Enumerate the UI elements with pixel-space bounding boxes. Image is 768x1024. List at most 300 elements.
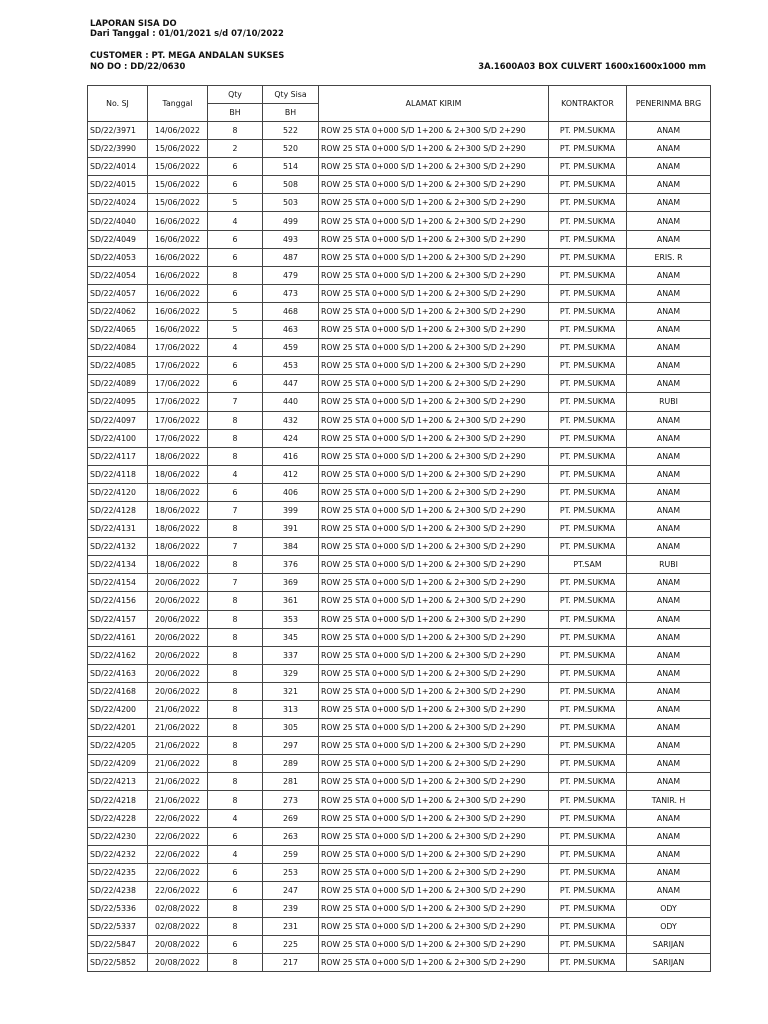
cell-no-sj: SD/22/4156 [88, 592, 148, 610]
cell-alamat-kirim: ROW 25 STA 0+000 S/D 1+200 & 2+300 S/D 2+290 [319, 266, 549, 284]
cell-tanggal: 22/06/2022 [148, 845, 208, 863]
cell-qty-sisa: 217 [263, 954, 319, 972]
cell-qty-sisa: 313 [263, 701, 319, 719]
table-row [88, 248, 711, 266]
cell-qty-sisa: 329 [263, 664, 319, 682]
cell-tanggal: 20/06/2022 [148, 646, 208, 664]
cell-no-sj: SD/22/4134 [88, 556, 148, 574]
cell-tanggal: 20/06/2022 [148, 682, 208, 700]
cell-alamat-kirim: ROW 25 STA 0+000 S/D 1+200 & 2+300 S/D 2+290 [319, 719, 549, 737]
cell-kontraktor: PT. PM.SUKMA [549, 483, 627, 501]
cell-qty-sisa: 297 [263, 737, 319, 755]
cell-qty-sisa: 305 [263, 719, 319, 737]
table-row [88, 302, 711, 320]
table-row [88, 646, 711, 664]
cell-tanggal: 15/06/2022 [148, 158, 208, 176]
cell-qty: 8 [208, 918, 263, 936]
cell-alamat-kirim: ROW 25 STA 0+000 S/D 1+200 & 2+300 S/D 2+290 [319, 556, 549, 574]
cell-no-sj: SD/22/4168 [88, 682, 148, 700]
cell-qty-sisa: 406 [263, 483, 319, 501]
cell-alamat-kirim: ROW 25 STA 0+000 S/D 1+200 & 2+300 S/D 2+290 [319, 339, 549, 357]
cell-penerima: ANAM [627, 357, 711, 375]
cell-penerima: ANAM [627, 881, 711, 899]
cell-alamat-kirim: ROW 25 STA 0+000 S/D 1+200 & 2+300 S/D 2+290 [319, 592, 549, 610]
cell-alamat-kirim: ROW 25 STA 0+000 S/D 1+200 & 2+300 S/D 2+290 [319, 140, 549, 158]
cell-alamat-kirim: ROW 25 STA 0+000 S/D 1+200 & 2+300 S/D 2+290 [319, 411, 549, 429]
report-title: LAPORAN SISA DO [90, 18, 177, 28]
table-row [88, 158, 711, 176]
cell-tanggal: 15/06/2022 [148, 140, 208, 158]
table-header [88, 86, 711, 122]
cell-kontraktor: PT. PM.SUKMA [549, 212, 627, 230]
table-row [88, 845, 711, 863]
cell-qty-sisa: 499 [263, 212, 319, 230]
cell-tanggal: 22/06/2022 [148, 881, 208, 899]
cell-qty: 6 [208, 176, 263, 194]
cell-qty: 8 [208, 719, 263, 737]
cell-alamat-kirim: ROW 25 STA 0+000 S/D 1+200 & 2+300 S/D 2+290 [319, 863, 549, 881]
cell-penerima: ANAM [627, 520, 711, 538]
cell-qty: 8 [208, 791, 263, 809]
col-header-qty: Qty [208, 86, 263, 104]
cell-penerima: ANAM [627, 339, 711, 357]
cell-penerima: ANAM [627, 574, 711, 592]
cell-penerima: ANAM [627, 158, 711, 176]
cell-qty: 4 [208, 465, 263, 483]
delivery-table [87, 85, 711, 972]
cell-tanggal: 22/06/2022 [148, 809, 208, 827]
cell-no-sj: SD/22/4228 [88, 809, 148, 827]
cell-tanggal: 21/06/2022 [148, 701, 208, 719]
cell-tanggal: 20/06/2022 [148, 664, 208, 682]
table-row [88, 881, 711, 899]
cell-no-sj: SD/22/4161 [88, 628, 148, 646]
cell-qty-sisa: 269 [263, 809, 319, 827]
cell-alamat-kirim: ROW 25 STA 0+000 S/D 1+200 & 2+300 S/D 2+290 [319, 357, 549, 375]
cell-kontraktor: PT. PM.SUKMA [549, 592, 627, 610]
cell-penerima: SARIJAN [627, 954, 711, 972]
cell-qty: 8 [208, 664, 263, 682]
cell-no-sj: SD/22/4238 [88, 881, 148, 899]
cell-qty-sisa: 432 [263, 411, 319, 429]
table-row [88, 936, 711, 954]
cell-qty: 8 [208, 737, 263, 755]
cell-alamat-kirim: ROW 25 STA 0+000 S/D 1+200 & 2+300 S/D 2+290 [319, 284, 549, 302]
cell-no-sj: SD/22/4154 [88, 574, 148, 592]
cell-qty: 8 [208, 429, 263, 447]
cell-kontraktor: PT. PM.SUKMA [549, 284, 627, 302]
cell-no-sj: SD/22/4213 [88, 773, 148, 791]
cell-no-sj: SD/22/4100 [88, 429, 148, 447]
cell-tanggal: 22/06/2022 [148, 863, 208, 881]
cell-kontraktor: PT. PM.SUKMA [549, 194, 627, 212]
cell-qty: 8 [208, 628, 263, 646]
cell-tanggal: 21/06/2022 [148, 737, 208, 755]
cell-no-sj: SD/22/4230 [88, 827, 148, 845]
cell-alamat-kirim: ROW 25 STA 0+000 S/D 1+200 & 2+300 S/D 2+290 [319, 321, 549, 339]
cell-alamat-kirim: ROW 25 STA 0+000 S/D 1+200 & 2+300 S/D 2+290 [319, 302, 549, 320]
table-row [88, 284, 711, 302]
cell-kontraktor: PT.SAM [549, 556, 627, 574]
cell-qty-sisa: 231 [263, 918, 319, 936]
cell-qty: 8 [208, 900, 263, 918]
cell-kontraktor: PT. PM.SUKMA [549, 375, 627, 393]
cell-kontraktor: PT. PM.SUKMA [549, 248, 627, 266]
cell-no-sj: SD/22/4200 [88, 701, 148, 719]
cell-penerima: ANAM [627, 321, 711, 339]
cell-tanggal: 20/08/2022 [148, 954, 208, 972]
cell-qty-sisa: 447 [263, 375, 319, 393]
cell-tanggal: 20/06/2022 [148, 628, 208, 646]
cell-penerima: ANAM [627, 755, 711, 773]
cell-tanggal: 17/06/2022 [148, 339, 208, 357]
cell-kontraktor: PT. PM.SUKMA [549, 339, 627, 357]
cell-alamat-kirim: ROW 25 STA 0+000 S/D 1+200 & 2+300 S/D 2+290 [319, 465, 549, 483]
cell-qty-sisa: 473 [263, 284, 319, 302]
col-header-kontraktor: KONTRAKTOR [549, 86, 627, 122]
cell-qty-sisa: 369 [263, 574, 319, 592]
cell-penerima: ANAM [627, 230, 711, 248]
table-row [88, 701, 711, 719]
cell-tanggal: 20/06/2022 [148, 574, 208, 592]
cell-qty-sisa: 391 [263, 520, 319, 538]
cell-qty: 8 [208, 954, 263, 972]
col-header-alamat-kirim: ALAMAT KIRIM [319, 86, 549, 122]
cell-penerima: ANAM [627, 719, 711, 737]
cell-penerima: ANAM [627, 375, 711, 393]
cell-no-sj: SD/22/4118 [88, 465, 148, 483]
cell-qty: 6 [208, 158, 263, 176]
cell-qty: 8 [208, 610, 263, 628]
cell-qty-sisa: 289 [263, 755, 319, 773]
cell-alamat-kirim: ROW 25 STA 0+000 S/D 1+200 & 2+300 S/D 2+290 [319, 375, 549, 393]
cell-kontraktor: PT. PM.SUKMA [549, 266, 627, 284]
cell-no-sj: SD/22/4232 [88, 845, 148, 863]
cell-tanggal: 18/06/2022 [148, 483, 208, 501]
cell-alamat-kirim: ROW 25 STA 0+000 S/D 1+200 & 2+300 S/D 2+290 [319, 176, 549, 194]
cell-qty: 8 [208, 520, 263, 538]
cell-kontraktor: PT. PM.SUKMA [549, 411, 627, 429]
cell-no-sj: SD/22/4131 [88, 520, 148, 538]
col-header-qty-sisa: Qty Sisa [263, 86, 319, 104]
do-number: NO DO : DD/22/0630 [90, 61, 186, 71]
cell-kontraktor: PT. PM.SUKMA [549, 954, 627, 972]
cell-kontraktor: PT. PM.SUKMA [549, 900, 627, 918]
cell-alamat-kirim: ROW 25 STA 0+000 S/D 1+200 & 2+300 S/D 2+290 [319, 628, 549, 646]
cell-qty-sisa: 503 [263, 194, 319, 212]
cell-qty: 8 [208, 447, 263, 465]
cell-no-sj: SD/22/4014 [88, 158, 148, 176]
cell-penerima: ANAM [627, 429, 711, 447]
cell-penerima: ANAM [627, 302, 711, 320]
cell-no-sj: SD/22/4095 [88, 393, 148, 411]
cell-penerima: ANAM [627, 682, 711, 700]
cell-tanggal: 20/06/2022 [148, 592, 208, 610]
cell-no-sj: SD/22/4218 [88, 791, 148, 809]
cell-qty-sisa: 399 [263, 501, 319, 519]
cell-tanggal: 16/06/2022 [148, 212, 208, 230]
cell-kontraktor: PT. PM.SUKMA [549, 628, 627, 646]
cell-alamat-kirim: ROW 25 STA 0+000 S/D 1+200 & 2+300 S/D 2+290 [319, 447, 549, 465]
table-row [88, 737, 711, 755]
cell-tanggal: 18/06/2022 [148, 538, 208, 556]
cell-tanggal: 16/06/2022 [148, 266, 208, 284]
cell-no-sj: SD/22/4085 [88, 357, 148, 375]
table-row [88, 918, 711, 936]
cell-kontraktor: PT. PM.SUKMA [549, 737, 627, 755]
cell-no-sj: SD/22/4089 [88, 375, 148, 393]
cell-qty-sisa: 459 [263, 339, 319, 357]
cell-qty: 6 [208, 284, 263, 302]
cell-alamat-kirim: ROW 25 STA 0+000 S/D 1+200 & 2+300 S/D 2+290 [319, 501, 549, 519]
cell-no-sj: SD/22/4097 [88, 411, 148, 429]
cell-qty-sisa: 273 [263, 791, 319, 809]
cell-no-sj: SD/22/4162 [88, 646, 148, 664]
cell-tanggal: 21/06/2022 [148, 719, 208, 737]
cell-alamat-kirim: ROW 25 STA 0+000 S/D 1+200 & 2+300 S/D 2+290 [319, 845, 549, 863]
cell-no-sj: SD/22/4209 [88, 755, 148, 773]
table-row [88, 574, 711, 592]
cell-no-sj: SD/22/3971 [88, 122, 148, 140]
cell-alamat-kirim: ROW 25 STA 0+000 S/D 1+200 & 2+300 S/D 2+290 [319, 194, 549, 212]
cell-tanggal: 21/06/2022 [148, 755, 208, 773]
cell-penerima: TANIR. H [627, 791, 711, 809]
cell-alamat-kirim: ROW 25 STA 0+000 S/D 1+200 & 2+300 S/D 2+290 [319, 701, 549, 719]
cell-kontraktor: PT. PM.SUKMA [549, 863, 627, 881]
cell-penerima: ANAM [627, 483, 711, 501]
table-row [88, 719, 711, 737]
cell-no-sj: SD/22/5847 [88, 936, 148, 954]
cell-alamat-kirim: ROW 25 STA 0+000 S/D 1+200 & 2+300 S/D 2+290 [319, 881, 549, 899]
cell-tanggal: 20/06/2022 [148, 610, 208, 628]
cell-penerima: RUBI [627, 556, 711, 574]
cell-tanggal: 18/06/2022 [148, 447, 208, 465]
cell-qty: 4 [208, 809, 263, 827]
cell-penerima: ANAM [627, 140, 711, 158]
cell-qty-sisa: 337 [263, 646, 319, 664]
cell-kontraktor: PT. PM.SUKMA [549, 936, 627, 954]
table-row [88, 791, 711, 809]
cell-no-sj: SD/22/4053 [88, 248, 148, 266]
table-row [88, 411, 711, 429]
cell-penerima: ANAM [627, 122, 711, 140]
cell-kontraktor: PT. PM.SUKMA [549, 393, 627, 411]
cell-no-sj: SD/22/4057 [88, 284, 148, 302]
col-header-no-sj: No. SJ [88, 86, 148, 122]
cell-kontraktor: PT. PM.SUKMA [549, 520, 627, 538]
cell-qty: 2 [208, 140, 263, 158]
cell-kontraktor: PT. PM.SUKMA [549, 610, 627, 628]
cell-no-sj: SD/22/4015 [88, 176, 148, 194]
cell-kontraktor: PT. PM.SUKMA [549, 574, 627, 592]
cell-kontraktor: PT. PM.SUKMA [549, 755, 627, 773]
cell-alamat-kirim: ROW 25 STA 0+000 S/D 1+200 & 2+300 S/D 2+290 [319, 574, 549, 592]
cell-qty: 8 [208, 755, 263, 773]
cell-qty-sisa: 463 [263, 321, 319, 339]
cell-qty: 5 [208, 302, 263, 320]
cell-penerima: ANAM [627, 664, 711, 682]
cell-qty: 6 [208, 357, 263, 375]
cell-qty-sisa: 345 [263, 628, 319, 646]
cell-tanggal: 21/06/2022 [148, 773, 208, 791]
cell-penerima: ANAM [627, 773, 711, 791]
cell-kontraktor: PT. PM.SUKMA [549, 357, 627, 375]
cell-qty: 7 [208, 393, 263, 411]
col-header-penerima: PENERINMA BRG [627, 86, 711, 122]
table-row [88, 375, 711, 393]
cell-penerima: ANAM [627, 447, 711, 465]
table-row [88, 266, 711, 284]
table-row [88, 447, 711, 465]
cell-qty: 6 [208, 248, 263, 266]
cell-penerima: ANAM [627, 284, 711, 302]
cell-kontraktor: PT. PM.SUKMA [549, 176, 627, 194]
cell-no-sj: SD/22/4024 [88, 194, 148, 212]
cell-qty: 8 [208, 592, 263, 610]
cell-tanggal: 17/06/2022 [148, 393, 208, 411]
cell-qty-sisa: 353 [263, 610, 319, 628]
cell-alamat-kirim: ROW 25 STA 0+000 S/D 1+200 & 2+300 S/D 2+290 [319, 520, 549, 538]
cell-qty: 6 [208, 230, 263, 248]
table-row [88, 520, 711, 538]
cell-qty: 4 [208, 339, 263, 357]
cell-penerima: SARIJAN [627, 936, 711, 954]
product-description: 3A.1600A03 BOX CULVERT 1600x1600x1000 mm [478, 61, 706, 71]
cell-penerima: ANAM [627, 646, 711, 664]
table-row [88, 429, 711, 447]
cell-qty-sisa: 247 [263, 881, 319, 899]
cell-kontraktor: PT. PM.SUKMA [549, 809, 627, 827]
cell-alamat-kirim: ROW 25 STA 0+000 S/D 1+200 & 2+300 S/D 2+290 [319, 158, 549, 176]
cell-kontraktor: PT. PM.SUKMA [549, 827, 627, 845]
table-row [88, 140, 711, 158]
table-row [88, 122, 711, 140]
cell-qty: 6 [208, 827, 263, 845]
cell-qty-sisa: 412 [263, 465, 319, 483]
cell-no-sj: SD/22/4065 [88, 321, 148, 339]
cell-no-sj: SD/22/4054 [88, 266, 148, 284]
cell-no-sj: SD/22/4235 [88, 863, 148, 881]
cell-tanggal: 14/06/2022 [148, 122, 208, 140]
cell-kontraktor: PT. PM.SUKMA [549, 773, 627, 791]
cell-kontraktor: PT. PM.SUKMA [549, 122, 627, 140]
cell-alamat-kirim: ROW 25 STA 0+000 S/D 1+200 & 2+300 S/D 2+290 [319, 773, 549, 791]
cell-qty-sisa: 225 [263, 936, 319, 954]
table-row [88, 809, 711, 827]
cell-tanggal: 02/08/2022 [148, 900, 208, 918]
cell-no-sj: SD/22/4205 [88, 737, 148, 755]
cell-no-sj: SD/22/5337 [88, 918, 148, 936]
cell-no-sj: SD/22/5852 [88, 954, 148, 972]
cell-alamat-kirim: ROW 25 STA 0+000 S/D 1+200 & 2+300 S/D 2+290 [319, 429, 549, 447]
cell-kontraktor: PT. PM.SUKMA [549, 429, 627, 447]
cell-alamat-kirim: ROW 25 STA 0+000 S/D 1+200 & 2+300 S/D 2+290 [319, 791, 549, 809]
table-row [88, 538, 711, 556]
table-row [88, 194, 711, 212]
cell-no-sj: SD/22/4117 [88, 447, 148, 465]
cell-kontraktor: PT. PM.SUKMA [549, 791, 627, 809]
table-row [88, 230, 711, 248]
cell-penerima: ANAM [627, 863, 711, 881]
cell-no-sj: SD/22/4128 [88, 501, 148, 519]
cell-qty: 6 [208, 936, 263, 954]
cell-alamat-kirim: ROW 25 STA 0+000 S/D 1+200 & 2+300 S/D 2+290 [319, 248, 549, 266]
cell-qty: 5 [208, 194, 263, 212]
cell-qty-sisa: 468 [263, 302, 319, 320]
cell-no-sj: SD/22/4132 [88, 538, 148, 556]
cell-kontraktor: PT. PM.SUKMA [549, 465, 627, 483]
cell-alamat-kirim: ROW 25 STA 0+000 S/D 1+200 & 2+300 S/D 2+290 [319, 809, 549, 827]
table-body [88, 122, 711, 972]
cell-tanggal: 18/06/2022 [148, 501, 208, 519]
cell-penerima: ANAM [627, 411, 711, 429]
cell-penerima: ANAM [627, 827, 711, 845]
cell-alamat-kirim: ROW 25 STA 0+000 S/D 1+200 & 2+300 S/D 2+290 [319, 737, 549, 755]
cell-kontraktor: PT. PM.SUKMA [549, 447, 627, 465]
table-row [88, 483, 711, 501]
table-row [88, 755, 711, 773]
cell-tanggal: 16/06/2022 [148, 321, 208, 339]
table-row [88, 682, 711, 700]
cell-qty-sisa: 493 [263, 230, 319, 248]
table-row [88, 465, 711, 483]
cell-tanggal: 16/06/2022 [148, 302, 208, 320]
cell-qty-sisa: 239 [263, 900, 319, 918]
table-row [88, 212, 711, 230]
cell-qty-sisa: 376 [263, 556, 319, 574]
cell-qty: 5 [208, 321, 263, 339]
cell-qty: 8 [208, 646, 263, 664]
cell-no-sj: SD/22/4120 [88, 483, 148, 501]
cell-penerima: ANAM [627, 592, 711, 610]
cell-tanggal: 17/06/2022 [148, 357, 208, 375]
cell-kontraktor: PT. PM.SUKMA [549, 701, 627, 719]
cell-alamat-kirim: ROW 25 STA 0+000 S/D 1+200 & 2+300 S/D 2+290 [319, 646, 549, 664]
table-row [88, 773, 711, 791]
cell-qty-sisa: 321 [263, 682, 319, 700]
cell-kontraktor: PT. PM.SUKMA [549, 321, 627, 339]
cell-alamat-kirim: ROW 25 STA 0+000 S/D 1+200 & 2+300 S/D 2+290 [319, 954, 549, 972]
cell-qty-sisa: 281 [263, 773, 319, 791]
cell-qty: 8 [208, 411, 263, 429]
cell-alamat-kirim: ROW 25 STA 0+000 S/D 1+200 & 2+300 S/D 2+290 [319, 230, 549, 248]
table-row [88, 592, 711, 610]
cell-kontraktor: PT. PM.SUKMA [549, 881, 627, 899]
cell-tanggal: 18/06/2022 [148, 465, 208, 483]
cell-alamat-kirim: ROW 25 STA 0+000 S/D 1+200 & 2+300 S/D 2+290 [319, 900, 549, 918]
cell-no-sj: SD/22/4157 [88, 610, 148, 628]
cell-tanggal: 18/06/2022 [148, 556, 208, 574]
cell-qty: 4 [208, 845, 263, 863]
cell-tanggal: 15/06/2022 [148, 176, 208, 194]
cell-kontraktor: PT. PM.SUKMA [549, 538, 627, 556]
cell-penerima: ODY [627, 918, 711, 936]
table-row [88, 954, 711, 972]
cell-tanggal: 16/06/2022 [148, 230, 208, 248]
cell-qty: 8 [208, 266, 263, 284]
cell-kontraktor: PT. PM.SUKMA [549, 158, 627, 176]
cell-qty-sisa: 453 [263, 357, 319, 375]
table-row [88, 339, 711, 357]
cell-qty-sisa: 259 [263, 845, 319, 863]
cell-alamat-kirim: ROW 25 STA 0+000 S/D 1+200 & 2+300 S/D 2+290 [319, 918, 549, 936]
table-row [88, 863, 711, 881]
cell-tanggal: 18/06/2022 [148, 520, 208, 538]
cell-qty-sisa: 479 [263, 266, 319, 284]
cell-kontraktor: PT. PM.SUKMA [549, 501, 627, 519]
cell-alamat-kirim: ROW 25 STA 0+000 S/D 1+200 & 2+300 S/D 2+290 [319, 755, 549, 773]
cell-penerima: ANAM [627, 501, 711, 519]
